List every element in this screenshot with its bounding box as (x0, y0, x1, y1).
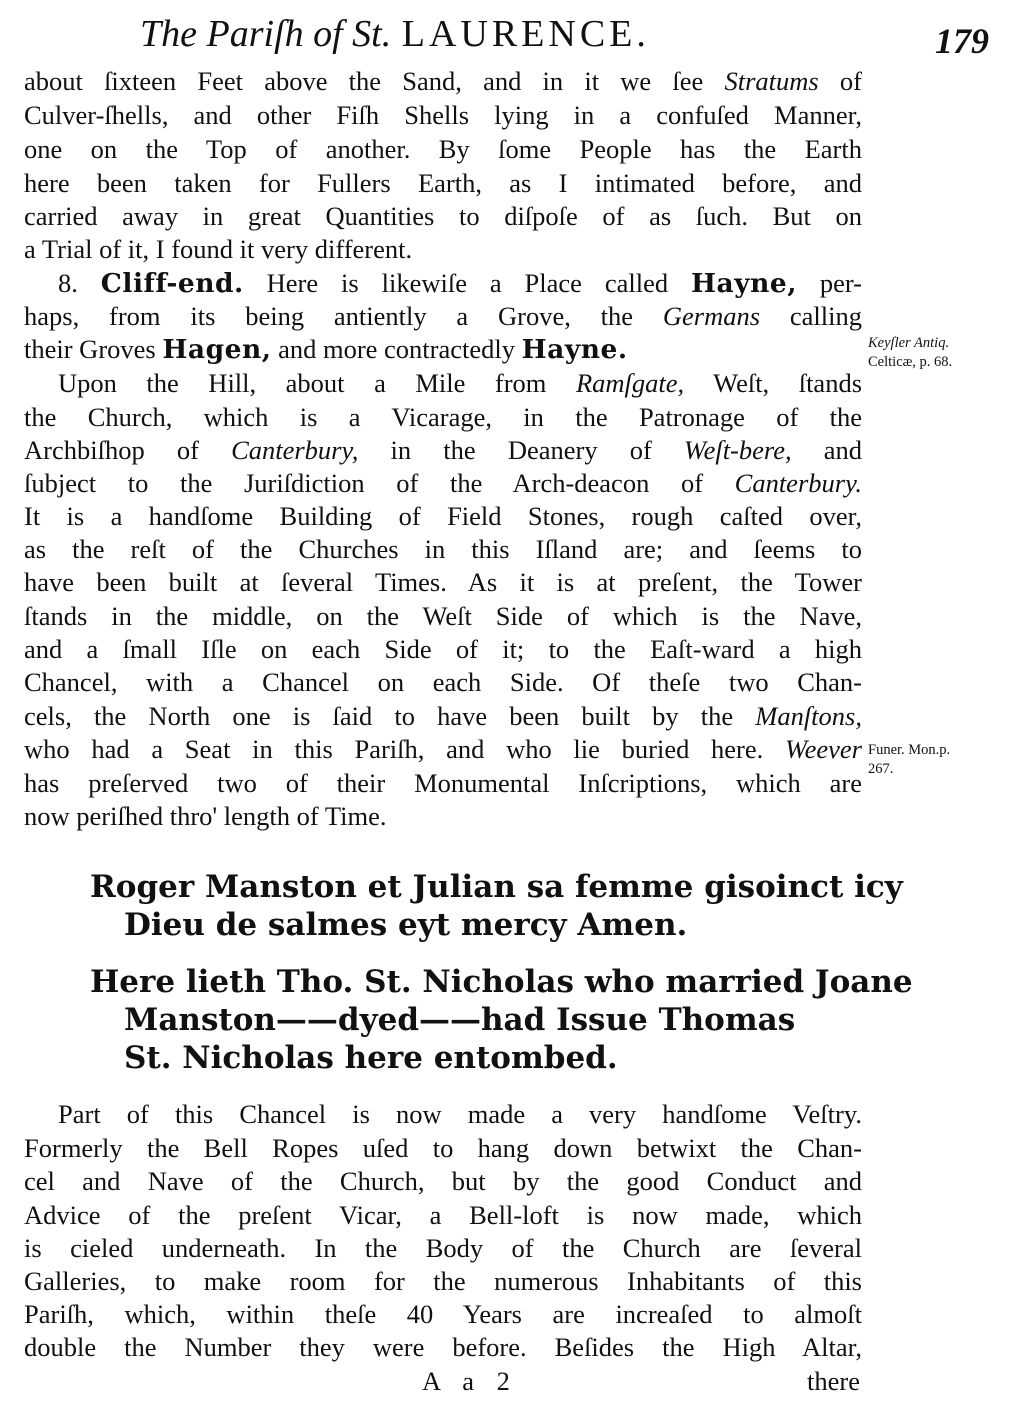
text-line: is cieled underneath. In the Body of the Church are ſeveral (24, 1233, 862, 1263)
text-line: a Trial of it, I found it very different. (24, 234, 413, 264)
catchword: there (807, 1366, 860, 1396)
text-line: Upon the Hill, about a Mile from Ramſgate, Weſt, ſtands (58, 368, 862, 398)
text-line: cels, the North one is ſaid to have been built by the Manſtons, (24, 701, 862, 731)
text-line: the Church, which is a Vicarage, in the Patronage of the (24, 402, 862, 432)
text-line: has preſerved two of their Monumental Inſcriptions, which are (24, 768, 862, 798)
text-line: 8. Cliff-end. Here is likewiſe a Place called Hayne, per- (58, 268, 862, 299)
page-number: 179 (935, 21, 989, 61)
margin-note-funer: Funer. Mon.p. 267. (868, 742, 951, 777)
text-line: here been taken for Fullers Earth, as I intimated before, and (24, 168, 862, 198)
text-line: Pariſh, which, within theſe 40 Years are increaſed to almoſt (24, 1299, 862, 1329)
text-line: Formerly the Bell Ropes uſed to hang down betwixt the Chan- (24, 1133, 862, 1163)
text-line: Archbiſhop of Canterbury, in the Deanery of Weſt-bere, and (24, 435, 862, 465)
running-title (140, 12, 650, 56)
text-line: cel and Nave of the Church, but by the good Conduct and (24, 1166, 862, 1196)
running-header (0, 6, 1023, 64)
text-line: who had a Seat in this Pariſh, and who lie buried here. Weever (24, 734, 862, 764)
text-line: ſtands in the middle, on the Weſt Side of which is the Nave, (24, 601, 862, 631)
text-line: Galleries, to make room for the numerous Inhabitants of this (24, 1266, 862, 1296)
text-line: Culver-ſhells, and other Fiſh Shells lying in a confuſed Manner, (24, 100, 862, 130)
place-name-hayne: Hayne, (691, 268, 797, 299)
text-line: Advice of the preſent Vicar, a Bell-loft is now made, which (24, 1200, 862, 1230)
text-line: It is a handſome Building of Field Stones, rough caſted over, (24, 501, 862, 531)
text-line: about ſixteen Feet above the Sand, and in it we ſee Stratums of (24, 66, 862, 96)
place-name-cliff-end: Cliff-end. (100, 268, 244, 299)
text-line: one on the Top of another. By ſome People has the Earth (24, 134, 862, 164)
page-footer (24, 1364, 862, 1398)
text-line: ſubject to the Juriſdiction of the Arch-deacon of Canterbury. (24, 468, 862, 498)
text-line: their Groves Hagen, and more contractedly Hayne. (24, 334, 628, 365)
text-line: as the reſt of the Churches in this Iſland are; and ſeems to (24, 534, 862, 564)
text-line: double the Number they were before. Beſides the High Altar, (24, 1332, 862, 1362)
running-title-caps: LAURENCE. (401, 13, 650, 55)
margin-note-keysler: Keyſler Antiq. Celticæ, p. 68. (868, 335, 953, 370)
text-line: now periſhed thro' length of Time. (24, 801, 387, 831)
inscription-st-nicholas: Here lieth Tho. St. Nicholas who married Joane Manston——dyed——had Issue Thomas St. Nicholas here entombed. (90, 964, 913, 1076)
running-title-script: The Pariſh of St. (140, 13, 392, 55)
text-line: have been built at ſeveral Times. As it is at preſent, the Tower (24, 567, 862, 597)
inscription-manston: Roger Manston et Julian sa femme gisoinct icy Dieu de salmes eyt mercy Amen. (90, 869, 903, 943)
text-line: and a ſmall Iſle on each Side of it; to the Eaſt-ward a high (24, 634, 862, 664)
signature-mark: A a 2 (422, 1366, 518, 1396)
text-line: carried away in great Quantities to diſpoſe of as ſuch. But on (24, 201, 862, 231)
text-line: Chancel, with a Chancel on each Side. Of theſe two Chan- (24, 667, 862, 697)
text-line: Part of this Chancel is now made a very handſome Veſtry. (58, 1099, 862, 1129)
text-line: haps, from its being antiently a Grove, the Germans calling (24, 301, 862, 331)
